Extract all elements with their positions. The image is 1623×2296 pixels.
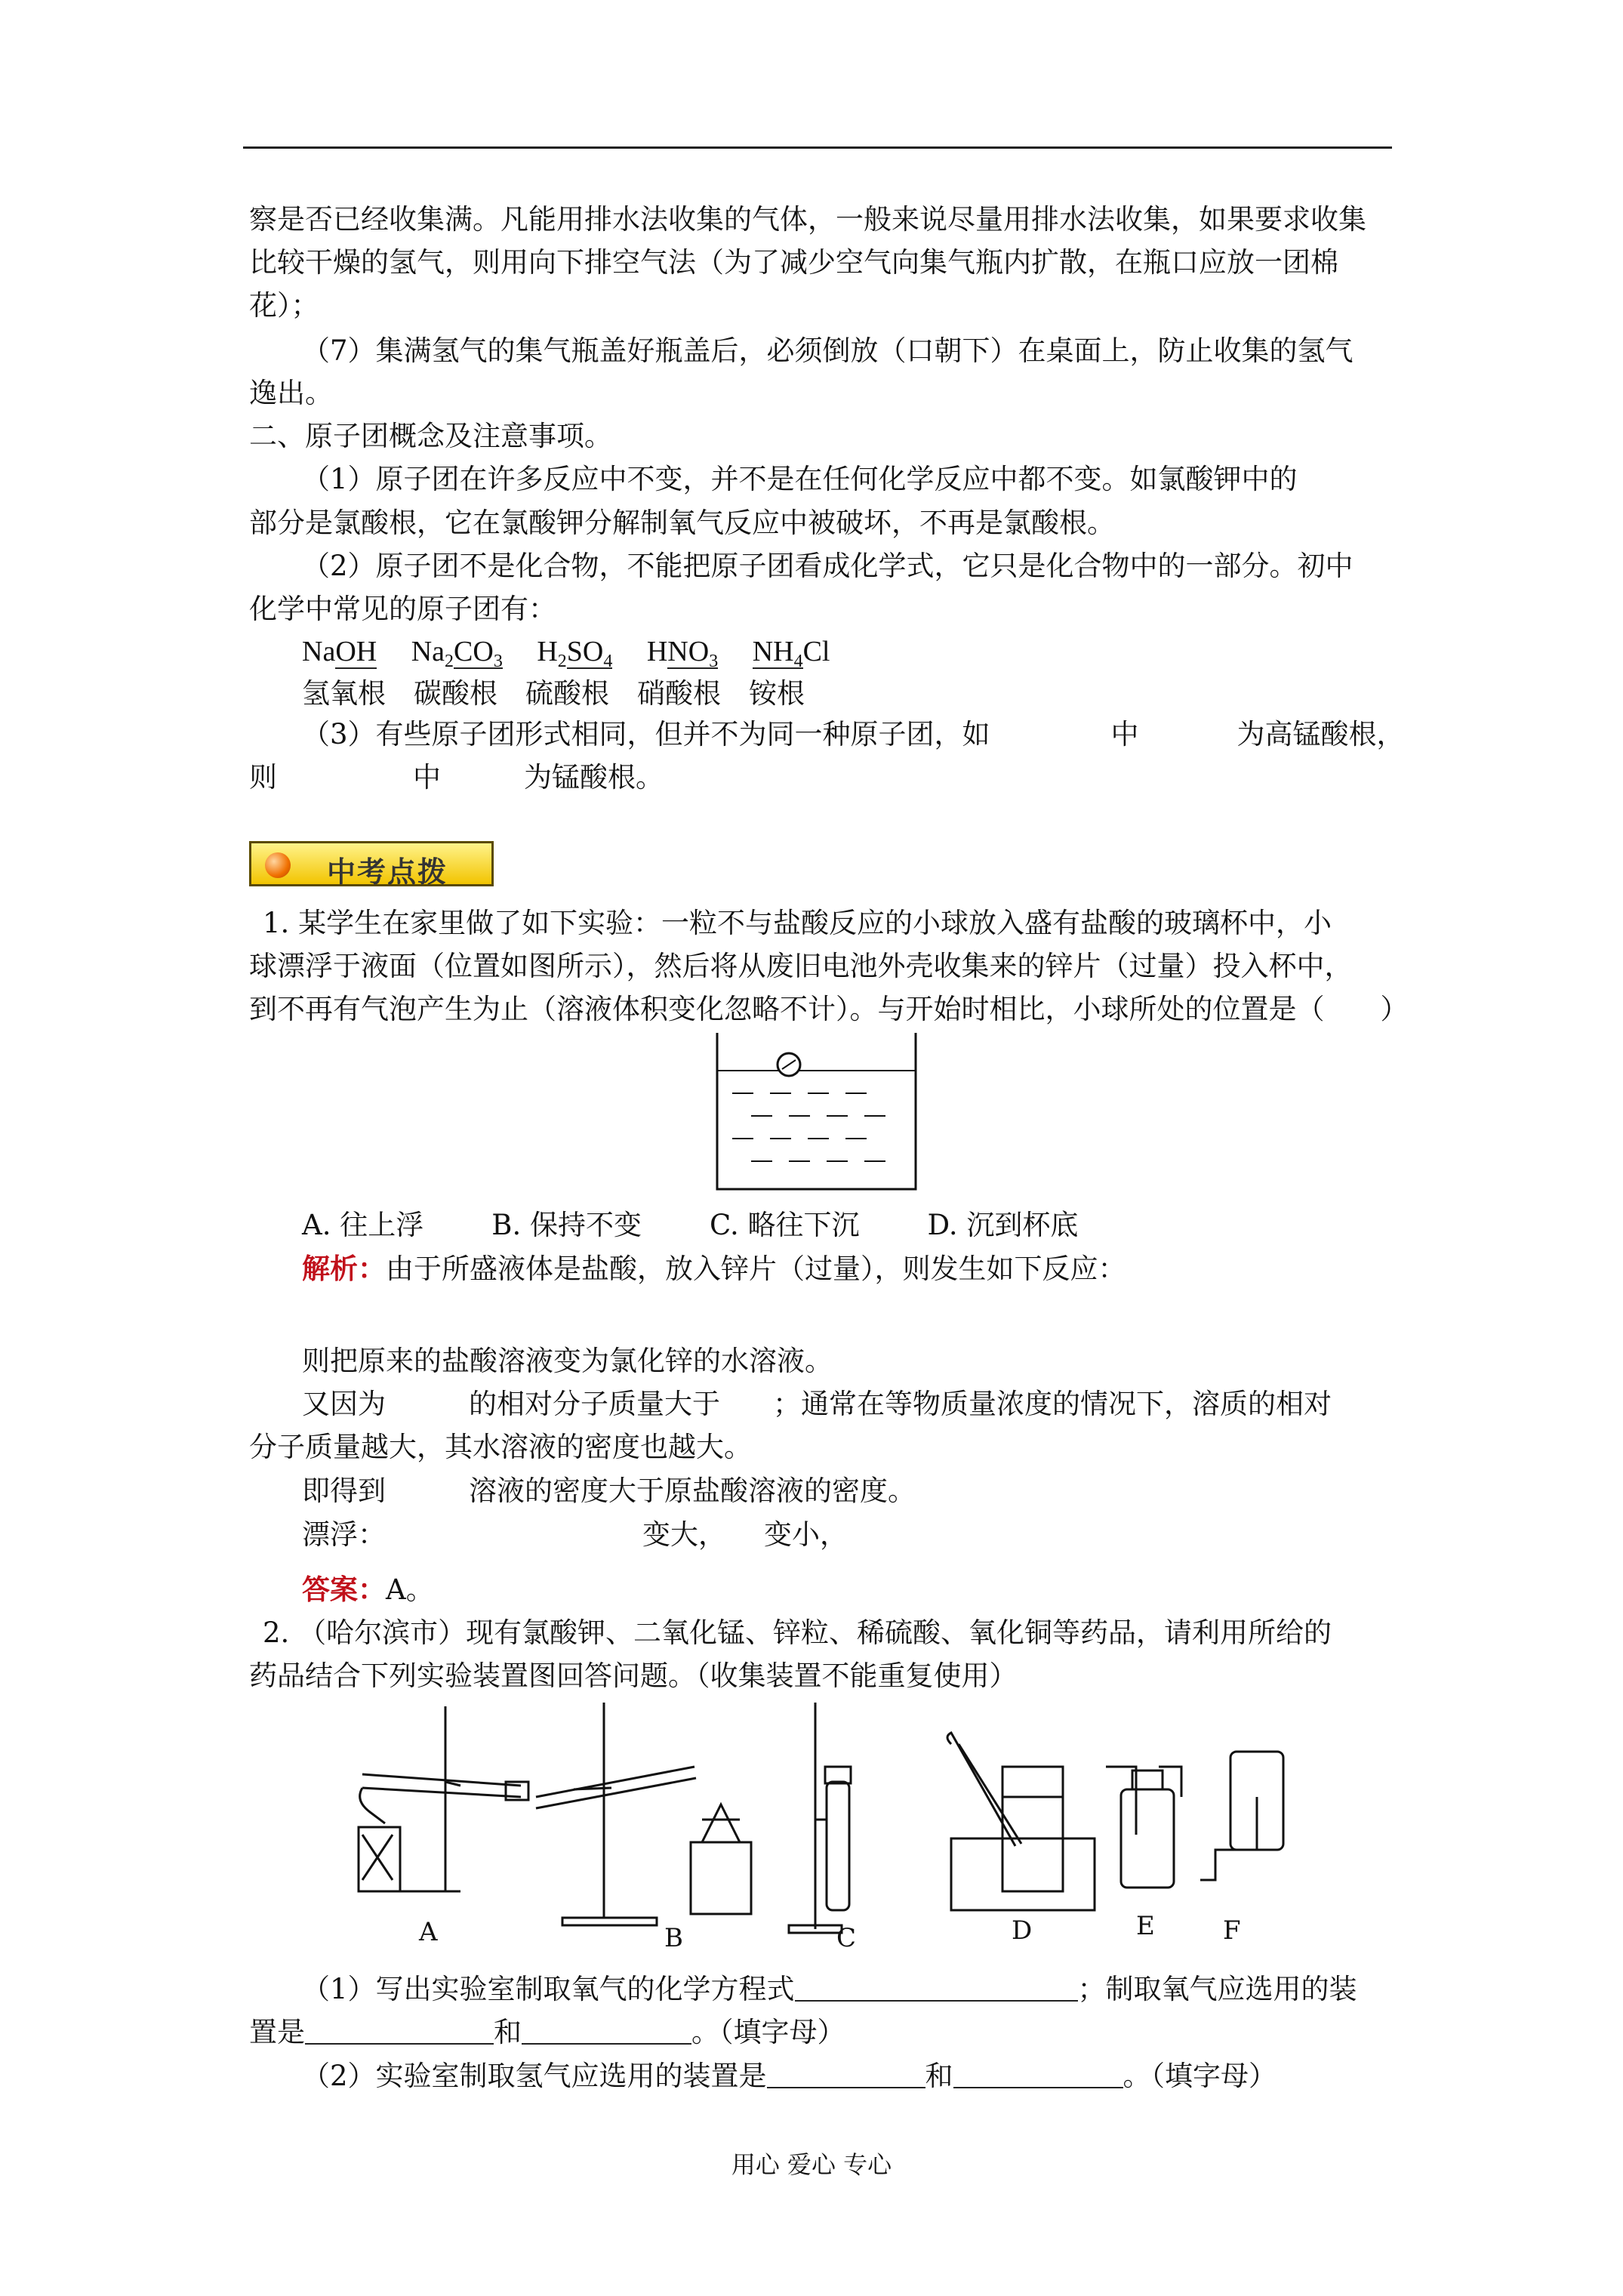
fill-blank[interactable]: [953, 2064, 1123, 2088]
beaker-diagram: [710, 1027, 925, 1197]
option-a: A. 往上浮: [302, 1209, 424, 1241]
question-1-text: 1. 某学生在家里做了如下实验：一粒不与盐酸反应的小球放入盛有盐酸的玻璃杯中，小: [263, 907, 1332, 939]
text-line: 花）；: [249, 289, 319, 322]
section-heading: 二、原子团概念及注意事项。: [249, 420, 612, 452]
apparatus-label-f: F: [1223, 1915, 1241, 1946]
analysis-label: 解析：: [302, 1252, 386, 1285]
text-line: 部分是氯酸根，它在氯酸钾分解制氧气反应中被破坏，不再是氯酸根。: [249, 507, 1115, 539]
formula-hno3: $HNO_3$: [646, 636, 719, 671]
option-d: D. 沉到杯底: [927, 1209, 1079, 1241]
answer-label: 答案：: [302, 1573, 386, 1606]
formula-h2so4: $H_2SO_4$: [537, 636, 613, 671]
question-2-text: 药品结合下列实验装置图回答问题。（收集装置不能重复使用）: [249, 1660, 1018, 1692]
text-line: 化学中常见的原子团有：: [249, 593, 556, 625]
radical-formula-row: [302, 634, 830, 679]
formula-naoh: NaOH: [302, 636, 377, 667]
fill-blank[interactable]: [795, 1977, 1078, 2002]
analysis-line: 解析：由于所盛液体是盐酸，放入锌片（过量），则发生如下反应：: [302, 1252, 1126, 1285]
section-badge: [249, 841, 494, 889]
option-c: C. 略往下沉: [709, 1209, 860, 1241]
question-2-part-1-cont: 置是 和 。（填字母）: [249, 2016, 845, 2048]
apparatus-label-a: A: [419, 1917, 438, 1947]
option-b: B. 保持不变: [491, 1209, 642, 1241]
text-line: 察是否已经收集满。凡能用排水法收集的气体，一般来说尽量用排水法收集，如果要求收集: [249, 203, 1366, 236]
apparatus-label-e: E: [1136, 1911, 1155, 1941]
text-line: 漂浮： 变大， 变小，: [302, 1518, 848, 1551]
apparatus-label-d: D: [1012, 1915, 1033, 1946]
answer-options: [302, 1208, 1078, 1243]
question-2-part-1: （1）写出实验室制取氧气的化学方程式 ；制取氧气应选用的装: [302, 1973, 1357, 2005]
question-2-part-2: （2）实验室制取氢气应选用的装置是 和 。（填字母）: [302, 2060, 1277, 2092]
question-2-text: 2. （哈尔滨市）现有氯酸钾、二氧化锰、锌粒、稀硫酸、氧化铜等药品，请利用所给的: [263, 1616, 1332, 1649]
formula-nh4cl: $NH_4Cl$: [752, 636, 830, 671]
page-footer: 用心 爱心 专心: [731, 2150, 892, 2179]
answer-line: 答案：A。: [302, 1573, 434, 1606]
fill-blank[interactable]: [305, 2020, 494, 2045]
header-rule: [243, 146, 1392, 149]
apparatus-label-c: C: [836, 1923, 857, 1948]
apparatus-diagram: [347, 1699, 1291, 1948]
text-line: （1）原子团在许多反应中不变，并不是在任何化学反应中都不变。如氯酸钾中的: [302, 463, 1298, 495]
text-line: （3）有些原子团形式相同，但并不为同一种原子团，如 中 为高锰酸根，: [302, 718, 1405, 750]
formula-na2co3: $Na_2CO_3$: [411, 636, 503, 671]
badge-label: 中考点拨: [327, 855, 448, 889]
text-line: 逸出。: [249, 377, 333, 409]
text-line: 则 中 为锰酸根。: [249, 761, 664, 794]
question-1-text: 到不再有气泡产生为止（溶液体积变化忽略不计）。与开始时相比，小球所处的位置是（ ）: [249, 993, 1409, 1025]
text-line: 分子质量越大，其水溶液的密度也越大。: [249, 1431, 752, 1463]
text-line: 即得到 溶液的密度大于原盐酸溶液的密度。: [302, 1475, 916, 1507]
orange-ball-icon: [265, 852, 291, 878]
text-line: （7）集满氢气的集气瓶盖好瓶盖后，必须倒放（口朝下）在桌面上，防止收集的氢气: [302, 334, 1354, 367]
text-line: 又因为 的相对分子质量大于 ；通常在等物质量浓度的情况下，溶质的相对: [302, 1388, 1332, 1420]
text-line: （2）原子团不是化合物，不能把原子团看成化学式，它只是化合物中的一部分。初中: [302, 550, 1354, 582]
apparatus-label-b: B: [664, 1923, 683, 1948]
question-1-text: 球漂浮于液面（位置如图所示），然后将从废旧电池外壳收集来的锌片（过量）投入杯中，: [249, 950, 1353, 982]
radical-names-row: 氢氧根 碳酸根 硫酸根 硝酸根 铵根: [302, 677, 805, 710]
fill-blank[interactable]: [767, 2064, 925, 2088]
text-line: 比较干燥的氢气，则用向下排空气法（为了减少空气向集气瓶内扩散，在瓶口应放一团棉: [249, 246, 1338, 279]
text-line: 则把原来的盐酸溶液变为氯化锌的水溶液。: [302, 1345, 833, 1377]
fill-blank[interactable]: [522, 2020, 691, 2045]
